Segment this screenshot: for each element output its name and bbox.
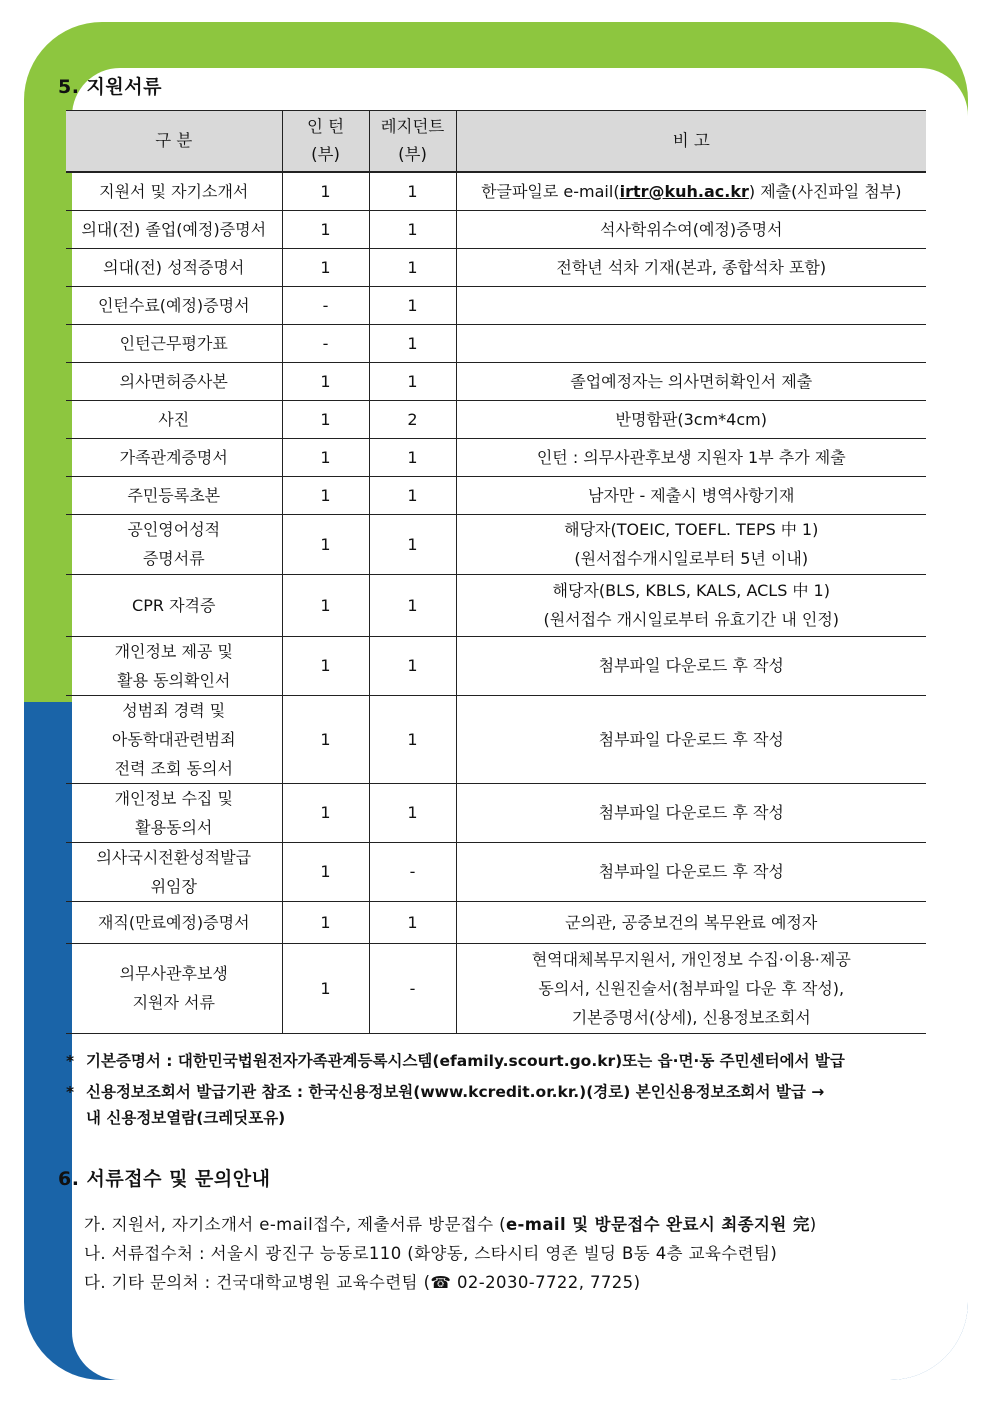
- table-row: [66, 514, 926, 574]
- cell-resident: 1: [369, 362, 456, 400]
- table-row: [66, 172, 926, 210]
- cell-resident: 1: [369, 901, 456, 943]
- cell-remarks: 군의관, 공중보건의 복무완료 예정자: [456, 901, 926, 943]
- table-row: [66, 400, 926, 438]
- cell-resident: 1: [369, 286, 456, 324]
- cell-intern: 1: [282, 943, 369, 1033]
- table-row: [66, 476, 926, 514]
- table-row: [66, 324, 926, 362]
- table-header-row: [66, 111, 926, 173]
- contact-item-3: 다. 기타 문의처 : 건국대학교병원 교육수련팀 (☎ 02-2030-7722, 7725): [84, 1273, 641, 1292]
- cell-category: 개인정보 제공 및 활용 동의확인서: [66, 636, 282, 695]
- cell-category: 의사면허증사본: [66, 362, 282, 400]
- cell-category: 의대(전) 졸업(예정)증명서: [66, 210, 282, 248]
- cell-remarks: 한글파일로 e-mail(irtr@kuh.ac.kr) 제출(사진파일 첨부): [456, 172, 926, 210]
- cell-resident: 1: [369, 324, 456, 362]
- cell-intern: 1: [282, 783, 369, 842]
- cell-resident: 1: [369, 172, 456, 210]
- table-row: [66, 943, 926, 1033]
- cell-resident: -: [369, 842, 456, 901]
- cell-intern: -: [282, 324, 369, 362]
- cell-intern: 1: [282, 901, 369, 943]
- cell-resident: 1: [369, 783, 456, 842]
- table-row: [66, 574, 926, 636]
- cell-remarks: 인턴 : 의무사관후보생 지원자 1부 추가 제출: [456, 438, 926, 476]
- cell-remarks: 첨부파일 다운로드 후 작성: [456, 842, 926, 901]
- email-link[interactable]: irtr@kuh.ac.kr: [619, 181, 749, 201]
- table-row: [66, 901, 926, 943]
- header-intern: 인 턴 (부): [282, 111, 369, 173]
- cell-remarks: [456, 324, 926, 362]
- note-1: * 기본증명서 : 대한민국법원전자가족관계등록시스템(efamily.scourt.go.kr)또는 읍·면·동 주민센터에서 발급: [66, 1052, 845, 1070]
- cell-intern: -: [282, 286, 369, 324]
- cell-resident: 1: [369, 695, 456, 783]
- contact-item-2: 나. 서류접수처 : 서울시 광진구 능동로110 (화양동, 스타시티 영존 빌딩 B동 4층 교육수련팀): [84, 1244, 778, 1263]
- cell-intern: 1: [282, 636, 369, 695]
- cell-resident: 1: [369, 438, 456, 476]
- cell-resident: 1: [369, 636, 456, 695]
- header-resident: 레지던트 (부): [369, 111, 456, 173]
- cell-intern: 1: [282, 172, 369, 210]
- cell-intern: 1: [282, 210, 369, 248]
- cell-remarks: 남자만 - 제출시 병역사항기재: [456, 476, 926, 514]
- cell-resident: 1: [369, 248, 456, 286]
- cell-resident: -: [369, 943, 456, 1033]
- cell-remarks: 첨부파일 다운로드 후 작성: [456, 783, 926, 842]
- cell-remarks: 석사학위수여(예정)증명서: [456, 210, 926, 248]
- cell-resident: 1: [369, 476, 456, 514]
- table-row: [66, 362, 926, 400]
- cell-intern: 1: [282, 362, 369, 400]
- cell-remarks: [456, 286, 926, 324]
- cell-intern: 1: [282, 438, 369, 476]
- cell-intern: 1: [282, 842, 369, 901]
- cell-remarks: 해당자(TOEIC, TOEFL. TEPS 中 1) (원서접수개시일로부터 5년 이내): [456, 514, 926, 574]
- table-row: [66, 636, 926, 695]
- cell-category: 의무사관후보생 지원자 서류: [66, 943, 282, 1033]
- header-remarks: 비 고: [456, 111, 926, 173]
- cell-remarks: 첨부파일 다운로드 후 작성: [456, 695, 926, 783]
- cell-resident: 1: [369, 514, 456, 574]
- cell-category: 지원서 및 자기소개서: [66, 172, 282, 210]
- cell-category: 주민등록초본: [66, 476, 282, 514]
- contact-item-1: 가. 지원서, 자기소개서 e-mail접수, 제출서류 방문접수 (e-mail 및 방문접수 완료시 최종지원 完): [84, 1215, 817, 1234]
- cell-resident: 2: [369, 400, 456, 438]
- table-row: [66, 695, 926, 783]
- section6-title: 6. 서류접수 및 문의안내: [58, 1168, 271, 1190]
- cell-resident: 1: [369, 574, 456, 636]
- cell-remarks: 현역대체복무지원서, 개인정보 수집·이용·제공 동의서, 신원진술서(첨부파일 다운 후 작성), 기본증명서(상세), 신용정보조회서: [456, 943, 926, 1033]
- cell-remarks: 반명함판(3cm*4cm): [456, 400, 926, 438]
- note-2: * 신용정보조회서 발급기관 참조 : 한국신용정보원(www.kcredit.or.kr.)(경로) 본인신용정보조회서 발급 → 내 신용정보열람(크레딧포유): [66, 1083, 825, 1127]
- documents-table: [66, 110, 926, 1034]
- cell-category: 공인영어성적 증명서류: [66, 514, 282, 574]
- cell-category: 가족관계증명서: [66, 438, 282, 476]
- cell-category: 성범죄 경력 및 아동학대관련범죄 전력 조회 동의서: [66, 695, 282, 783]
- table-row: [66, 248, 926, 286]
- table-row: [66, 783, 926, 842]
- table-row: [66, 438, 926, 476]
- table-row: [66, 286, 926, 324]
- cell-intern: 1: [282, 476, 369, 514]
- header-category: 구 분: [66, 111, 282, 173]
- table-row: [66, 842, 926, 901]
- cell-remarks: 해당자(BLS, KBLS, KALS, ACLS 中 1) (원서접수 개시일로부터 유효기간 내 인정): [456, 574, 926, 636]
- cell-category: CPR 자격증: [66, 574, 282, 636]
- cell-category: 재직(만료예정)증명서: [66, 901, 282, 943]
- cell-remarks: 전학년 석차 기재(본과, 종합석차 포함): [456, 248, 926, 286]
- cell-remarks: 졸업예정자는 의사면허확인서 제출: [456, 362, 926, 400]
- table-row: [66, 210, 926, 248]
- cell-category: 의사국시전환성적발급 위임장: [66, 842, 282, 901]
- cell-category: 개인정보 수집 및 활용동의서: [66, 783, 282, 842]
- cell-intern: 1: [282, 574, 369, 636]
- cell-intern: 1: [282, 248, 369, 286]
- cell-intern: 1: [282, 695, 369, 783]
- cell-resident: 1: [369, 210, 456, 248]
- section5-title: 5. 지원서류: [58, 76, 162, 98]
- cell-category: 인턴근무평가표: [66, 324, 282, 362]
- cell-intern: 1: [282, 514, 369, 574]
- cell-intern: 1: [282, 400, 369, 438]
- cell-category: 사진: [66, 400, 282, 438]
- cell-remarks: 첨부파일 다운로드 후 작성: [456, 636, 926, 695]
- cell-category: 의대(전) 성적증명서: [66, 248, 282, 286]
- cell-category: 인턴수료(예정)증명서: [66, 286, 282, 324]
